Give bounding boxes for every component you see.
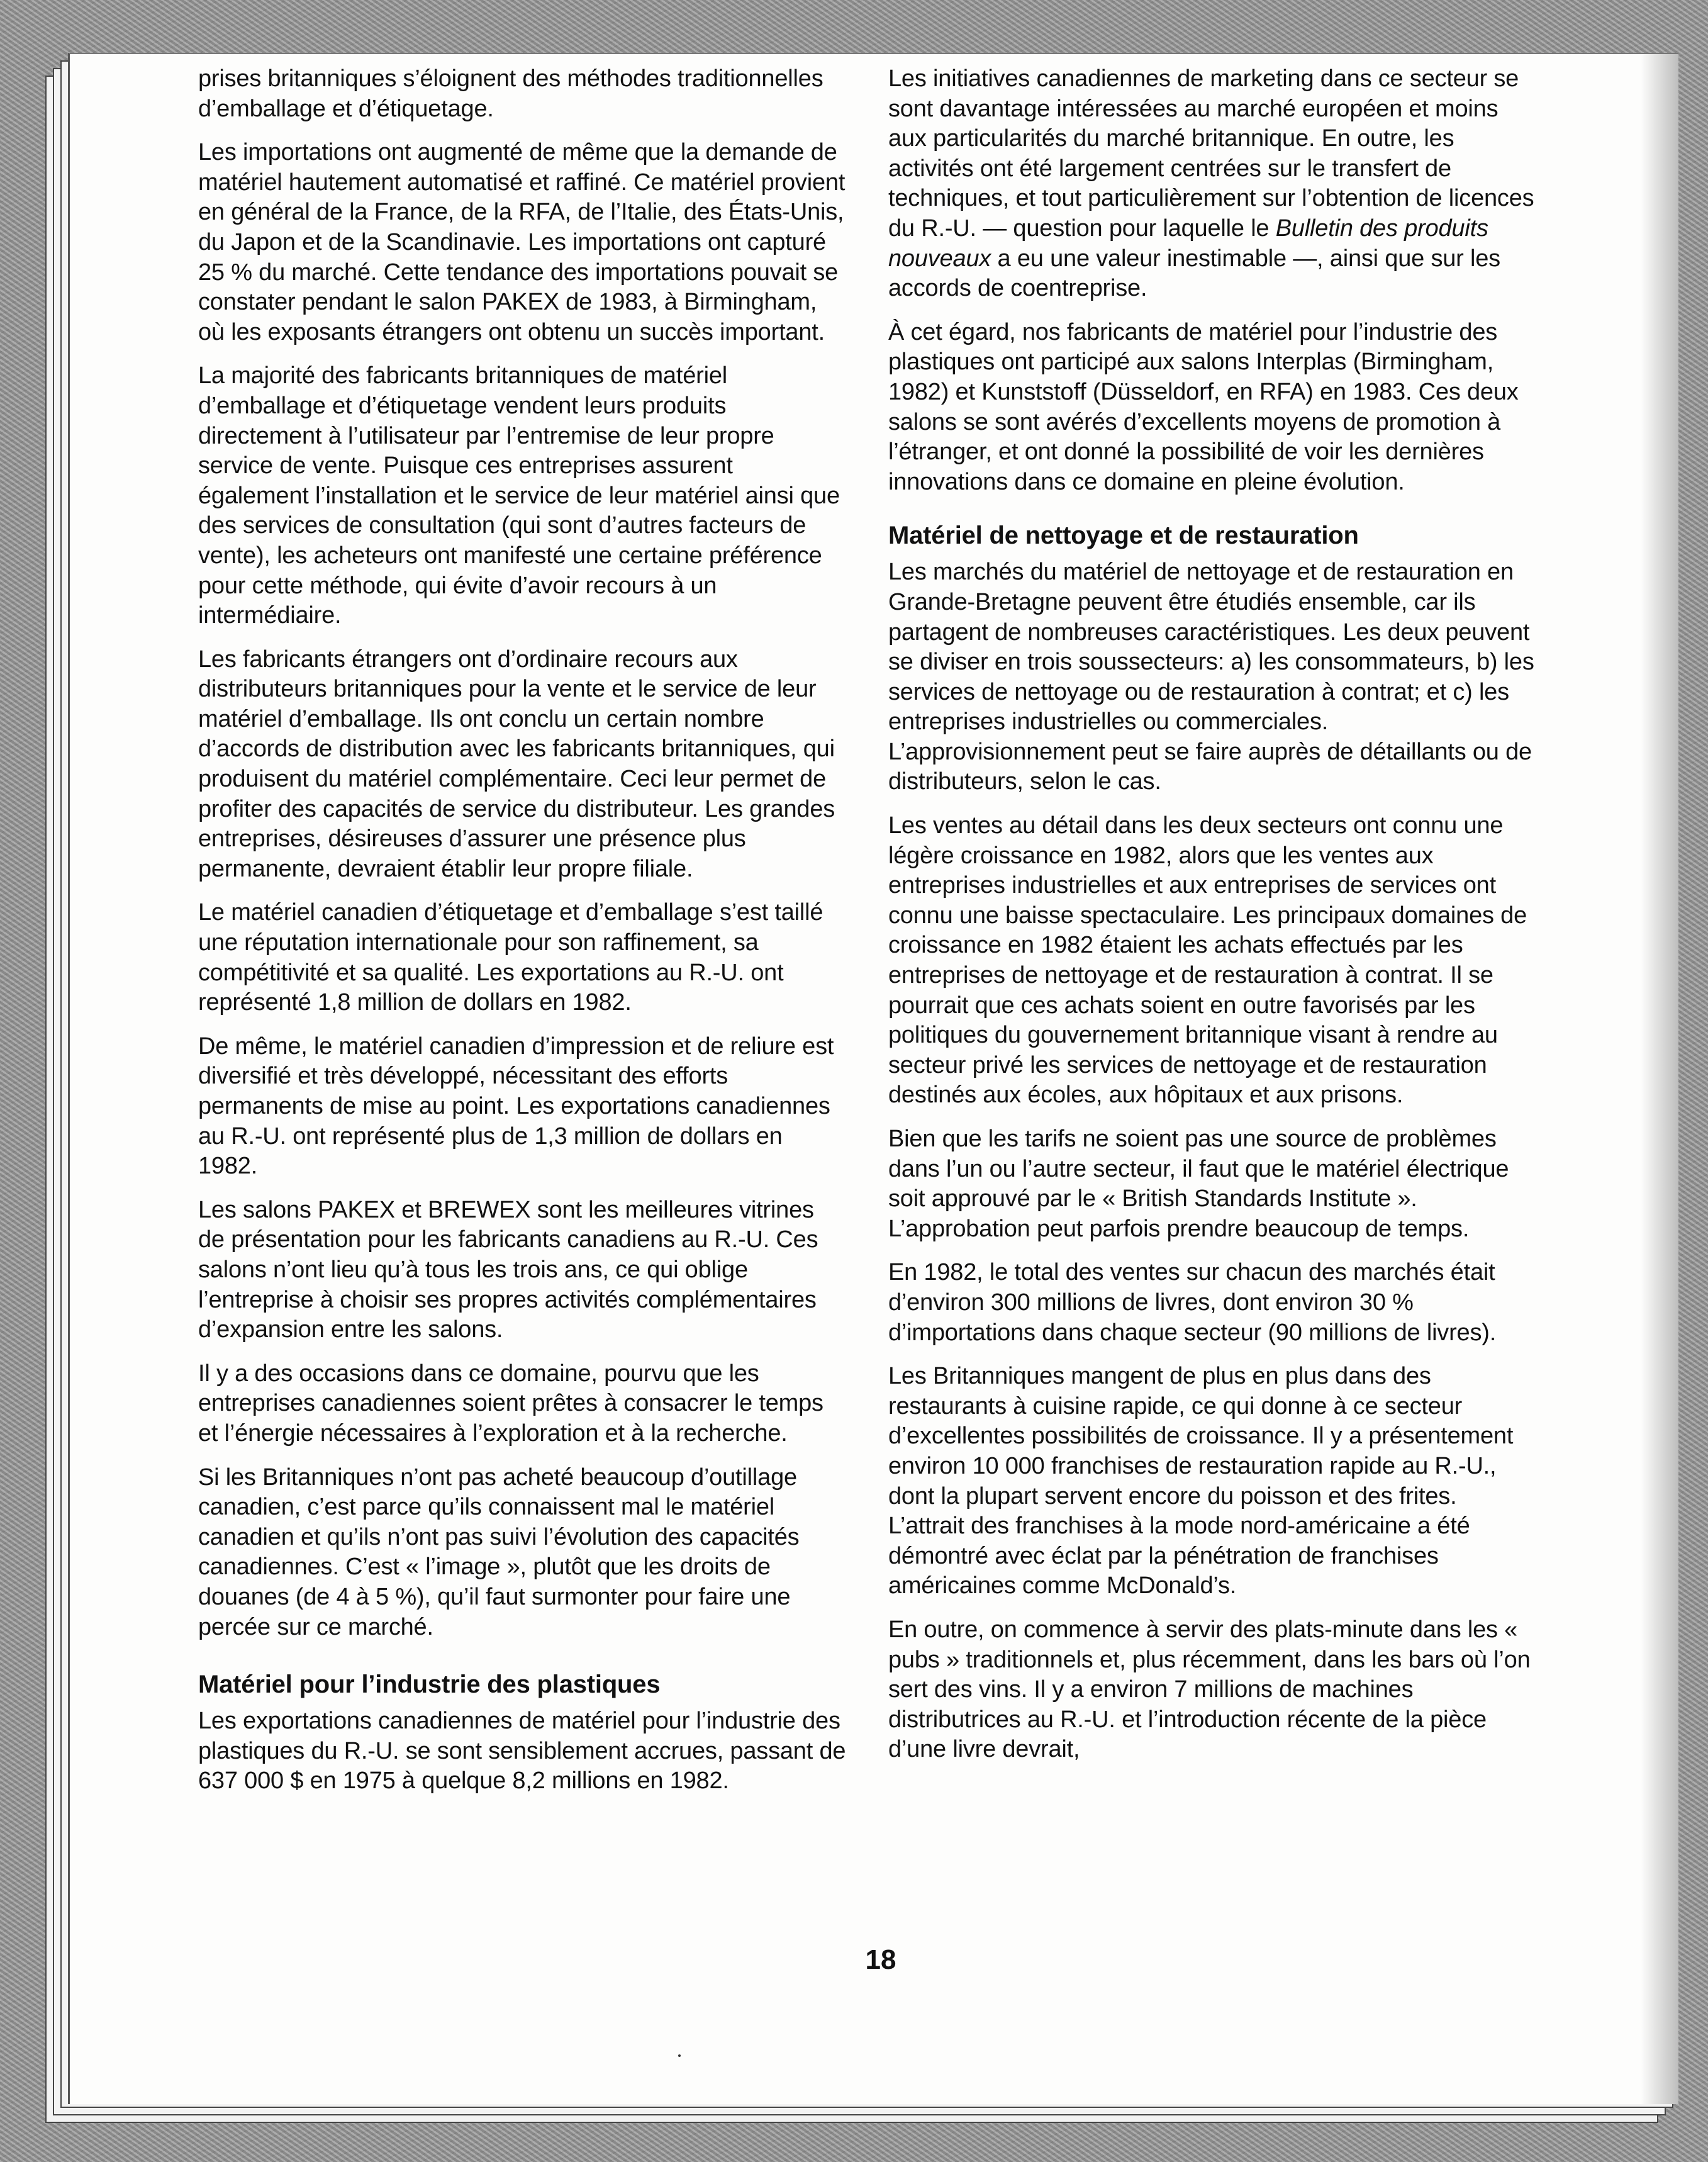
paragraph: En 1982, le total des ventes sur chacun des marchés était d’environ 300 millions de livres, dont environ 30 % d’importations dans chaque secteur (90 millions de livres).	[888, 1259, 1497, 1346]
paragraph	[888, 64, 1536, 304]
print-speck	[678, 2054, 681, 2057]
paragraph: Les importations ont augmenté de même que la demande de matériel hautement automatisé et raffiné. Ce matériel provient en général de la France, de la RFA, de l’Italie, des États-Unis, du Japon et de la Scandinavie. Les importations ont capturé 25 % du marché. Cette tendance des importations pouvait se constater pendant le salon PAKEX de 1983, à Birmingham, où les exposants étrangers ont obtenu un succès important.	[198, 139, 846, 345]
paragraph: Le matériel canadien d’étiquetage et d’emballage s’est taillé une réputation internationale pour son raffinement, sa compétitivité et sa qualité. Les exportations au R.-U. ont représenté 1,8 million de dollars en 1982.	[198, 899, 823, 1016]
paragraph: Les salons PAKEX et BREWEX sont les meilleures vitrines de présentation pour les fabricants canadiens au R.-U. Ces salons n’ont lieu qu’à tous les trois ans, ce qui oblige l’entreprise à choisir ses propres activités complémentaires d’expansion entre les salons.	[198, 1196, 818, 1343]
paragraph: De même, le matériel canadien d’impression et de reliure est diversifié et très développé, nécessitant des efforts permanents de mise au point. Les exportations canadiennes au R.-U. ont représenté plus de 1,3 million de dollars en 1982.	[198, 1033, 834, 1180]
page-edge-shadow	[1641, 54, 1678, 2104]
paragraph: Les Britanniques mangent de plus en plus dans des restaurants à cuisine rapide, ce qui donne à ce secteur d’excellentes possibilités de croissance. Il y a présentement environ 10 000 franchises de restauration rapide au R.-U., dont la plupart servent encore du poisson et des frites. L’attrait des franchises à la mode nord-américaine a été démontré avec éclat par la pénétration de franchises américaines comme McDonald’s.	[888, 1363, 1514, 1599]
italic-title: Bulletin des produits nouveaux	[888, 215, 1488, 272]
text-run: a eu une valeur inestimable —, ainsi que sur les accords de coentreprise.	[888, 245, 1500, 302]
paragraph: Si les Britanniques n’ont pas acheté beaucoup d’outillage canadien, c’est parce qu’ils connaissent mal le matériel canadien et qu’ils n’ont pas suivi l’évolution des capacités canadiennes. C’est « l’image », plutôt que les droits de douanes (de 4 à 5 %), qu’il faut surmonter pour faire une percée sur ce marché.	[198, 1464, 800, 1640]
page-number: 18	[865, 1944, 896, 1975]
paragraph: En outre, on commence à servir des plats-minute dans les « pubs » traditionnels et, plus récemment, dans les bars où l’on sert des vins. Il y a environ 7 millions de machines distributrices au R.-U. et l’introduction récente de la pièce d’une livre devrait,	[888, 1616, 1531, 1763]
paragraph: À cet égard, nos fabricants de matériel pour l’industrie des plastiques ont participé aux salons Interplas (Birmingham, 1982) et Kunststoff (Düsseldorf, en RFA) en 1983. Ces deux salons se sont avérés d’excellents moyens de promotion à l’étranger, et ont donné la possibilité de voir les dernières innovations dans ce domaine en pleine évolution.	[888, 318, 1519, 495]
paragraph: Les marchés du matériel de nettoyage et de restauration en Grande-Bretagne peuvent être étudiés ensemble, car ils partagent de nombreuses caractéristiques. Les deux peuvent se diviser en trois soussecteurs: a) les consommateurs, b) les services de nettoyage ou de restauration à contrat; et c) les entreprises industrielles ou commerciales. L’approvisionnement peut se faire auprès de détaillants ou de distributeurs, selon le cas.	[888, 559, 1534, 795]
left-column	[198, 64, 846, 1810]
paragraph: Les exportations canadiennes de matériel pour l’industrie des plastiques du R.-U. se sont sensiblement accrues, passant de 637 000 $ en 1975 à quelque 8,2 millions en 1982.	[198, 1708, 846, 1795]
section-heading-plastics: Matériel pour l’industrie des plastiques	[198, 1671, 661, 1699]
paragraph: Il y a des occasions dans ce domaine, pourvu que les entreprises canadiennes soient prêtes à consacrer le temps et l’énergie nécessaires à l’exploration et à la recherche.	[198, 1360, 823, 1447]
paragraph: prises britanniques s’éloignent des méthodes traditionnelles d’emballage et d’étiquetage.	[198, 65, 823, 122]
right-column	[888, 64, 1536, 1779]
paragraph: Les ventes au détail dans les deux secteurs ont connu une légère croissance en 1982, alors que les ventes aux entreprises industrielles et aux entreprises de services ont connu une baisse spectaculaire. Les principaux domaines de croissance en 1982 étaient les achats effectués par les entreprises de nettoyage et de restauration à contrat. Il se pourrait que ces achats soient en outre favorisés par les politiques du gouvernement britannique visant à rendre au secteur privé les services de nettoyage et de restauration destinés aux écoles, aux hôpitaux et aux prisons.	[888, 812, 1527, 1109]
text-run: Les initiatives canadiennes de marketing dans ce secteur se sont davantage intéressées au marché européen et moins aux particularités du marché britannique. En outre, les activités ont été largement centrées sur le transfert de techniques, et tout particulièrement sur l’obtention de licences du R.-U. — question pour laquelle le	[888, 65, 1534, 242]
paragraph: Les fabricants étrangers ont d’ordinaire recours aux distributeurs britanniques pour la vente et le service de leur matériel d’emballage. Ils ont conclu un certain nombre d’accords de distribution avec les fabricants britanniques, qui produisent du matériel complémentaire. Ceci leur permet de profiter des capacités de service du distributeur. Les grandes entreprises, désireuses d’assurer une présence plus permanente, devraient établir leur propre filiale.	[198, 646, 835, 882]
paragraph: Bien que les tarifs ne soient pas une source de problèmes dans l’un ou l’autre secteur, il faut que le matériel électrique soit approuvé par le « British Standards Institute ». L’approbation peut parfois prendre beaucoup de temps.	[888, 1126, 1509, 1242]
section-heading-cleaning: Matériel de nettoyage et de restauration	[888, 522, 1359, 550]
paragraph: La majorité des fabricants britanniques de matériel d’emballage et d’étiquetage vendent leurs produits directement à l’utilisateur par l’entremise de leur propre service de vente. Puisque ces entreprises assurent également l’installation et le service de leur matériel ainsi que des services de consultation (qui sont d’autres facteurs de vente), les acheteurs ont manifesté une certaine préférence pour cette méthode, qui évite d’avoir recours à un intermédiaire.	[198, 362, 840, 629]
